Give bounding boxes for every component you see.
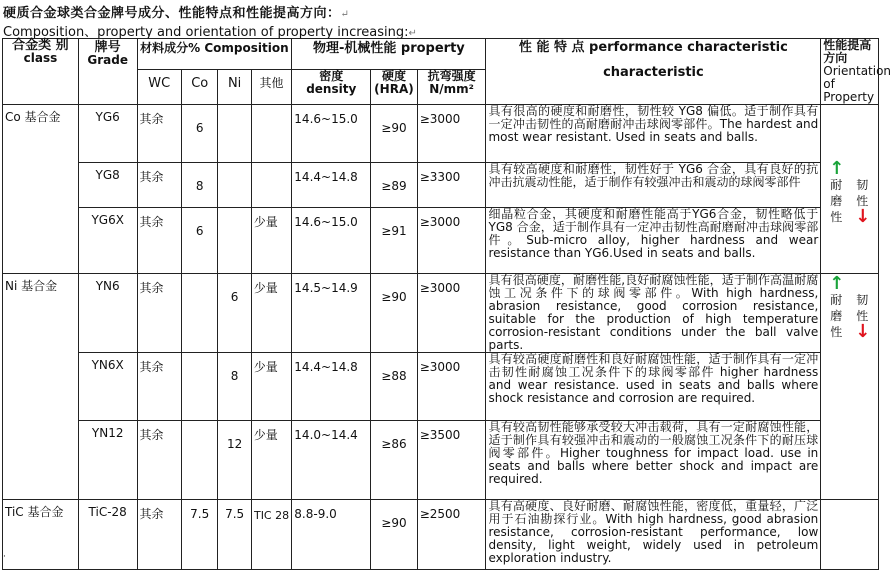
toughness-direction: 韧性 ↓ — [855, 178, 871, 227]
hardness-cell: ≥86 — [371, 421, 418, 500]
co-cell — [182, 421, 218, 500]
grade-cell: YN6 — [78, 274, 137, 353]
grade-cell: YN12 — [78, 421, 137, 500]
other-cell: 少量 — [251, 353, 292, 421]
header-grade: 牌号 Grade — [78, 39, 137, 105]
co-cell: 8 — [182, 163, 218, 208]
grade-cell: YG6 — [78, 105, 137, 163]
hardness-cell: ≥88 — [371, 353, 418, 421]
header-other: 其他 — [251, 70, 292, 105]
other-cell: 少量 — [251, 421, 292, 500]
arrow-up-icon: ↑ — [829, 158, 845, 179]
header-property: 物理-机械性能 property — [292, 39, 486, 70]
density-cell: 14.5~14.9 — [292, 274, 371, 353]
density-cell: 14.0~14.4 — [292, 421, 371, 500]
performance-cell: 具有较高硬度和耐磨性，韧性好于 YG6 合金，具有良好的抗冲击抗震动性能，适于制作有较强冲击和震动的球阀零部件 — [486, 163, 821, 208]
grade-cell: YN6X — [78, 353, 137, 421]
co-cell — [182, 353, 218, 421]
hardness-cell: ≥90 — [371, 500, 418, 570]
density-cell: 8.8-9.0 — [292, 500, 371, 570]
header-strength: 抗弯强度 N/mm² — [417, 70, 486, 105]
orientation-cell — [821, 274, 879, 500]
density-cell: 14.6~15.0 — [292, 208, 371, 274]
co-cell — [182, 274, 218, 353]
wc-cell: 其余 — [137, 163, 182, 208]
density-cell: 14.4~14.8 — [292, 353, 371, 421]
ni-cell — [218, 208, 251, 274]
hardness-cell: ≥91 — [371, 208, 418, 274]
strength-cell: ≥3000 — [417, 105, 486, 163]
table-row — [3, 353, 879, 421]
performance-cell: 具有高硬度、良好耐磨、耐腐蚀性能，密度低，重量轻，广泛用于石油勘探行业。With high hardness, good abrasion resistance, corrosion-resistant performance, low density, light weight, widely used in petroleum exploration industry. — [486, 500, 821, 570]
wc-cell: 其余 — [137, 353, 182, 421]
class-cell: Co 基合金 — [3, 105, 79, 274]
header-class: 合金类 别 class — [3, 39, 79, 105]
header-orientation: 性能提高方向 Orientation of Property — [821, 39, 879, 105]
strength-cell: ≥3500 — [417, 421, 486, 500]
strength-cell: ≥3000 — [417, 353, 486, 421]
orientation-cell — [821, 105, 879, 274]
ni-cell — [218, 105, 251, 163]
ni-cell: 7.5 — [218, 500, 251, 570]
table-row — [3, 274, 879, 353]
wc-cell: 其余 — [137, 208, 182, 274]
strength-cell: ≥3000 — [417, 274, 486, 353]
grade-cell: YG8 — [78, 163, 137, 208]
alloy-grade-table — [2, 38, 891, 570]
other-cell: TIC 28 — [251, 500, 292, 570]
class-cell: Ni 基合金 — [3, 274, 79, 500]
class-cell: TiC 基合金 — [3, 500, 79, 570]
performance-cell: 具有较高硬度耐磨性和良好耐腐蚀性能，适于制作具有一定冲击韧性耐腐蚀工况条件下的球阀零部件 higher hardness and wear resistance. used in seats and balls where shock resistance and corrosion are required. — [486, 353, 821, 421]
co-cell: 6 — [182, 105, 218, 163]
wc-cell: 其余 — [137, 421, 182, 500]
table-row — [3, 500, 879, 570]
hardness-cell: ≥90 — [371, 274, 418, 353]
arrow-down-icon: ↓ — [855, 206, 871, 227]
other-cell — [251, 163, 292, 208]
grade-cell: TiC-28 — [78, 500, 137, 570]
wear-direction: ↑ 耐磨性 — [829, 273, 845, 339]
hardness-cell: ≥90 — [371, 105, 418, 163]
density-cell: 14.4~14.8 — [292, 163, 371, 208]
document-title-en: Composition、property and orientation of property increasing:↵ — [3, 25, 417, 40]
table-row — [3, 105, 879, 163]
table-row — [3, 421, 879, 500]
header-performance: 性 能 特 点 performance characteristic characteristic — [486, 39, 821, 105]
header-composition: 材料成分% Composition — [137, 39, 292, 70]
orientation-cell — [821, 500, 879, 570]
header-wc: WC — [137, 70, 182, 105]
header-co: Co — [182, 70, 218, 105]
wc-cell: 其余 — [137, 500, 182, 570]
table-row — [3, 163, 879, 208]
ni-cell: 12 — [218, 421, 251, 500]
density-cell: 14.6~15.0 — [292, 105, 371, 163]
wc-cell: 其余 — [137, 105, 182, 163]
ni-cell: 8 — [218, 353, 251, 421]
hardness-cell: ≥89 — [371, 163, 418, 208]
ni-cell: 6 — [218, 274, 251, 353]
other-cell: 少量 — [251, 208, 292, 274]
performance-cell: 具有较高韧性能够承受较大冲击载荷，具有一定耐腐蚀性能，适于制作具有较强冲击和震动的一般腐蚀工况条件下的耐压球阀零部件。Higher toughness for impact load. use in seats and balls where better shock and impact are required. — [486, 421, 821, 500]
document-title-cn: 硬质合金球类合金牌号成分、性能特点和性能提高方向：↵ — [3, 6, 350, 21]
other-cell: 少量 — [251, 274, 292, 353]
arrow-down-icon: ↓ — [855, 321, 871, 342]
header-ni: Ni — [218, 70, 251, 105]
table-row — [3, 208, 879, 274]
ni-cell — [218, 163, 251, 208]
performance-cell: 具有很高硬度，耐磨性能,良好耐腐蚀性能，适于制作高温耐腐蚀工况条件下的球阀零部件。With high hardness, abrasion resistance, good corrosion resistance, suitable for the production of high temperature corrosion-resistant conditions under the ball valve parts. — [486, 274, 821, 353]
performance-cell: 具有很高的硬度和耐磨性，韧性较 YG8 偏低。适于制作具有一定冲击韧性的高耐磨耐冲击球阀零部件。The hardest and most wear resistant. Used in seats and balls. — [486, 105, 821, 163]
paragraph-mark: · — [3, 552, 6, 562]
co-cell: 6 — [182, 208, 218, 274]
strength-cell: ≥2500 — [417, 500, 486, 570]
strength-cell: ≥3000 — [417, 208, 486, 274]
strength-cell: ≥3300 — [417, 163, 486, 208]
other-cell — [251, 105, 292, 163]
header-hardness: 硬度 (HRA) — [371, 70, 418, 105]
performance-cell: 细晶粒合金，其硬度和耐磨性能高于YG6合金，韧性略低于 YG8 合金，适于制作具有一定冲击韧性高耐磨耐冲击球阀零部件。Sub-micro alloy, higher hardness and wear resistance than YG6.Used in seats and balls. — [486, 208, 821, 274]
wc-cell: 其余 — [137, 274, 182, 353]
header-density: 密度 density — [292, 70, 371, 105]
arrow-up-icon: ↑ — [829, 273, 845, 294]
co-cell: 7.5 — [182, 500, 218, 570]
toughness-direction: 韧性 ↓ — [855, 293, 871, 342]
grade-cell: YG6X — [78, 208, 137, 274]
wear-direction: ↑ 耐磨性 — [829, 158, 845, 224]
